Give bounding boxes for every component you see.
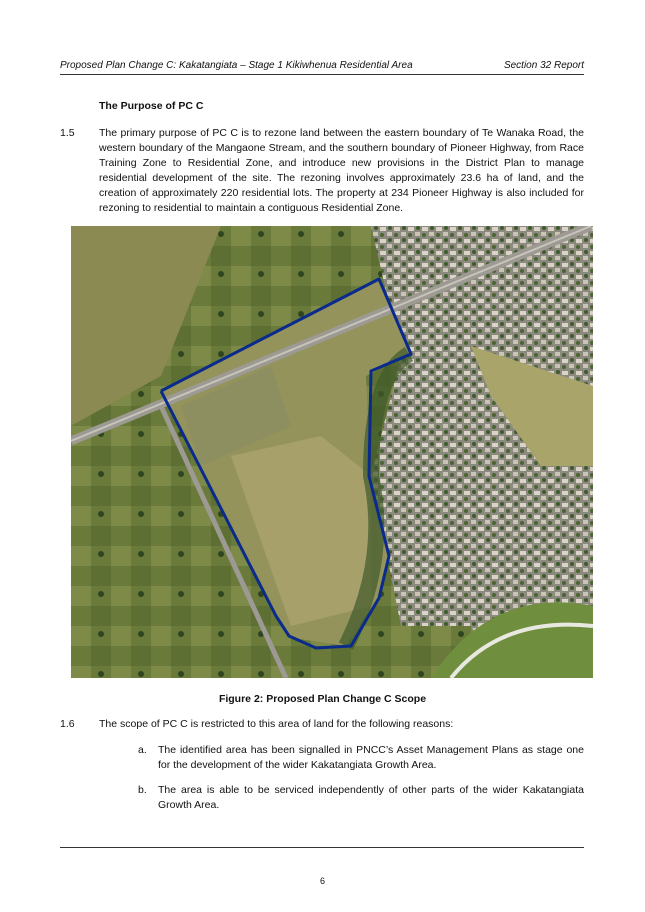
paragraph-1-5 bbox=[60, 126, 584, 216]
paragraph-text: The scope of PC C is restricted to this area of land for the following reasons: bbox=[99, 718, 454, 730]
paragraph-number: 1.6 bbox=[60, 718, 75, 730]
footer-divider bbox=[60, 847, 584, 848]
header-document-title: Proposed Plan Change C: Kakatangiata – Stage 1 Kikiwhenua Residential Area bbox=[60, 60, 413, 71]
aerial-map bbox=[71, 226, 593, 678]
page-header bbox=[60, 60, 584, 71]
list-item-a bbox=[138, 743, 584, 773]
list-letter: a. bbox=[138, 744, 147, 756]
paragraph-text: The primary purpose of PC C is to rezone land between the eastern boundary of Te Wanaka Road, the western boundary of the Mangaone Stream, and the southern boundary of Pioneer Highway, from Race Training Zone to Residential Zone, and introduce new provisions in the District Plan to manage residential development of the site. The rezoning involves approximately 23.6 ha of land, and the creation of approximately 220 residential lots. The property at 234 Pioneer Highway is also included for rezoning to residential to maintain a contiguous Residential Zone. bbox=[99, 127, 584, 214]
page-number: 6 bbox=[319, 876, 325, 886]
header-divider bbox=[60, 74, 584, 75]
list-text: The area is able to be serviced independently of other parts of the wider Kakatangiata Growth Area. bbox=[158, 784, 584, 811]
list-item-b bbox=[138, 783, 584, 813]
header-report-name: Section 32 Report bbox=[503, 60, 584, 71]
figure-caption: Figure 2: Proposed Plan Change C Scope bbox=[218, 693, 427, 705]
paragraph-1-6 bbox=[60, 717, 584, 732]
section-heading: The Purpose of PC C bbox=[99, 100, 204, 112]
list-text: The identified area has been signalled in PNCC’s Asset Management Plans as stage one for the development of the wider Kakatangiata Growth Area. bbox=[158, 744, 584, 771]
paragraph-number: 1.5 bbox=[60, 127, 75, 139]
list-letter: b. bbox=[138, 784, 147, 796]
